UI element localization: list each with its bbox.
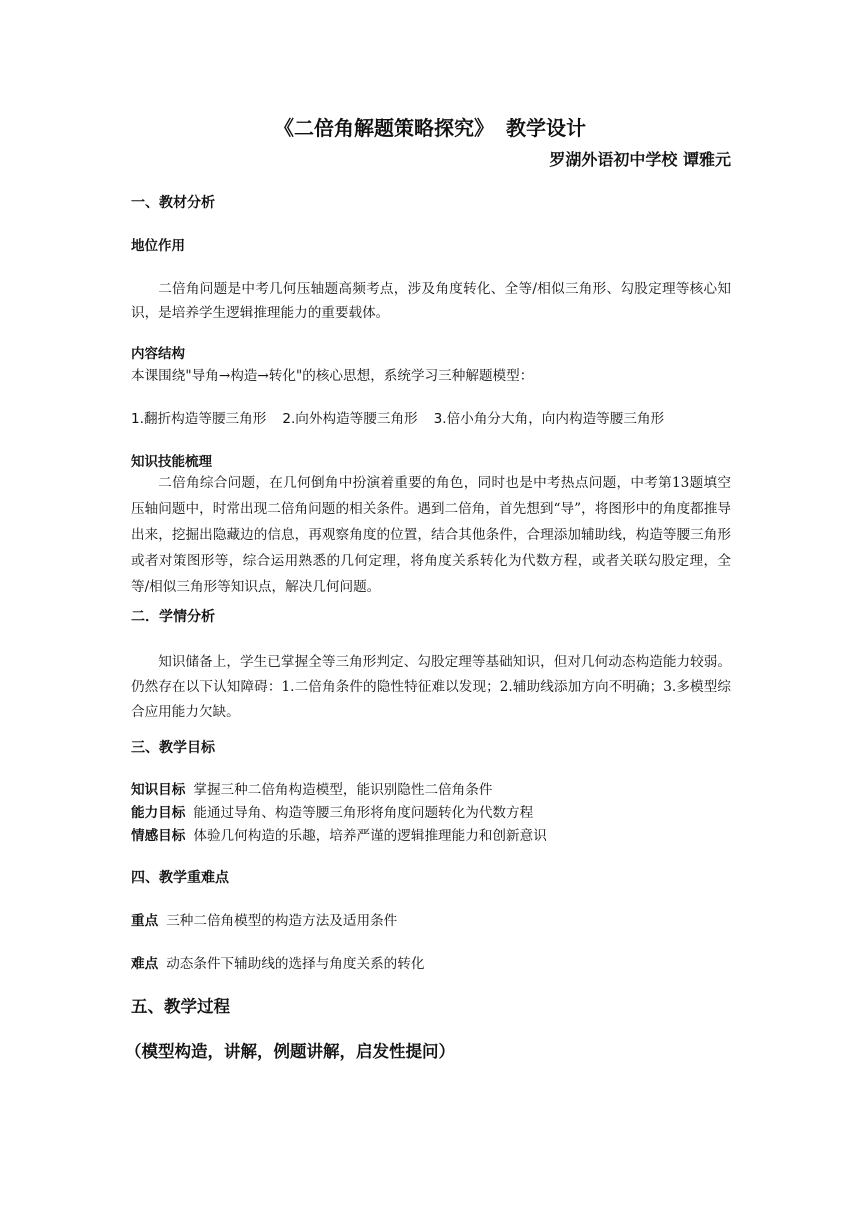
paragraph-learner: 知识储备上，学生已掌握全等三角形判定、勾股定理等基础知识，但对几何动态构造能力较弱。仍然存在以下认知障碍：1.二倍角条件的隐性特征难以发现；2.辅助线添加方向不明确；3.多模型综合应用能力欠缺。 (131, 654, 731, 720)
key-point (131, 911, 751, 931)
goal-text: 体验几何构造的乐趣，培养严谨的逻辑推理能力和创新意识 (193, 828, 547, 844)
title-suffix: 教学设计 (506, 116, 586, 140)
difficult-point-text: 动态条件下辅助线的选择与角度关系的转化 (166, 956, 425, 972)
section-heading-goals: 三、教学目标 (131, 740, 215, 756)
goal-text: 能通过导角、构造等腰三角形将角度问题转化为代数方程 (193, 805, 534, 821)
title-main: 《二倍角解题策略探究》 (274, 116, 494, 140)
goal-label: 能力目标 (131, 805, 186, 821)
section-heading-learner-analysis: 二．学情分析 (131, 609, 215, 625)
subheading-structure: 内容结构 (131, 346, 185, 362)
difficult-point-label: 难点 (131, 956, 159, 972)
goal-item-emotion (131, 826, 751, 846)
paragraph-role: 二倍角问题是中考几何压轴题高频考点，涉及角度转化、全等/相似三角形、勾股定理等核心知识，是培养学生逻辑推理能力的重要载体。 (131, 281, 731, 321)
section-heading-key-points: 四、教学重难点 (131, 870, 229, 886)
document-title (0, 114, 860, 142)
goal-item-knowledge (131, 780, 751, 800)
goal-label: 知识目标 (131, 782, 186, 798)
key-point-text: 三种二倍角模型的构造方法及适用条件 (166, 913, 398, 929)
model-item: 2.向外构造等腰三角形 (282, 411, 418, 427)
key-point-label: 重点 (131, 913, 159, 929)
model-item: 1.翻折构造等腰三角形 (131, 411, 267, 427)
subheading-role: 地位作用 (131, 238, 185, 254)
goal-text: 掌握三种二倍角构造模型，能识别隐性二倍角条件 (193, 782, 493, 798)
section-heading-textbook-analysis: 一、教材分析 (131, 195, 215, 211)
paragraph-skills: 二倍角综合问题，在几何倒角中扮演着重要的角色，同时也是中考热点问题，中考第13题填空压轴问题中，时常出现二倍角问题的相关条件。遇到二倍角，首先想到“导”，将图形中的角度都推导出来，挖掘出隐藏边的信息，再观察角度的位置，结合其他条件，合理添加辅助线，构造等腰三角形或者对策图形等，综合运用熟悉的几何定理，将角度关系转化为代数方程，或者关联勾股定理，全等/相似三角形等知识点，解决几何问题。 (131, 475, 731, 595)
goal-label: 情感目标 (131, 828, 186, 844)
difficult-point (131, 954, 751, 974)
goal-item-ability (131, 803, 751, 823)
author-line: 罗湖外语初中学校 谭雅元 (549, 150, 731, 169)
structure-intro: 本课围绕"导角→构造→转化"的核心思想，系统学习三种解题模型： (131, 368, 534, 384)
section-heading-process: 五、教学过程 (131, 997, 230, 1016)
subheading-skills: 知识技能梳理 (131, 454, 212, 470)
process-subheading: （模型构造，讲解，例题讲解，启发性提问） (125, 1042, 455, 1061)
model-item: 3.倍小角分大角，向内构造等腰三角形 (433, 411, 665, 427)
model-list (131, 409, 751, 429)
